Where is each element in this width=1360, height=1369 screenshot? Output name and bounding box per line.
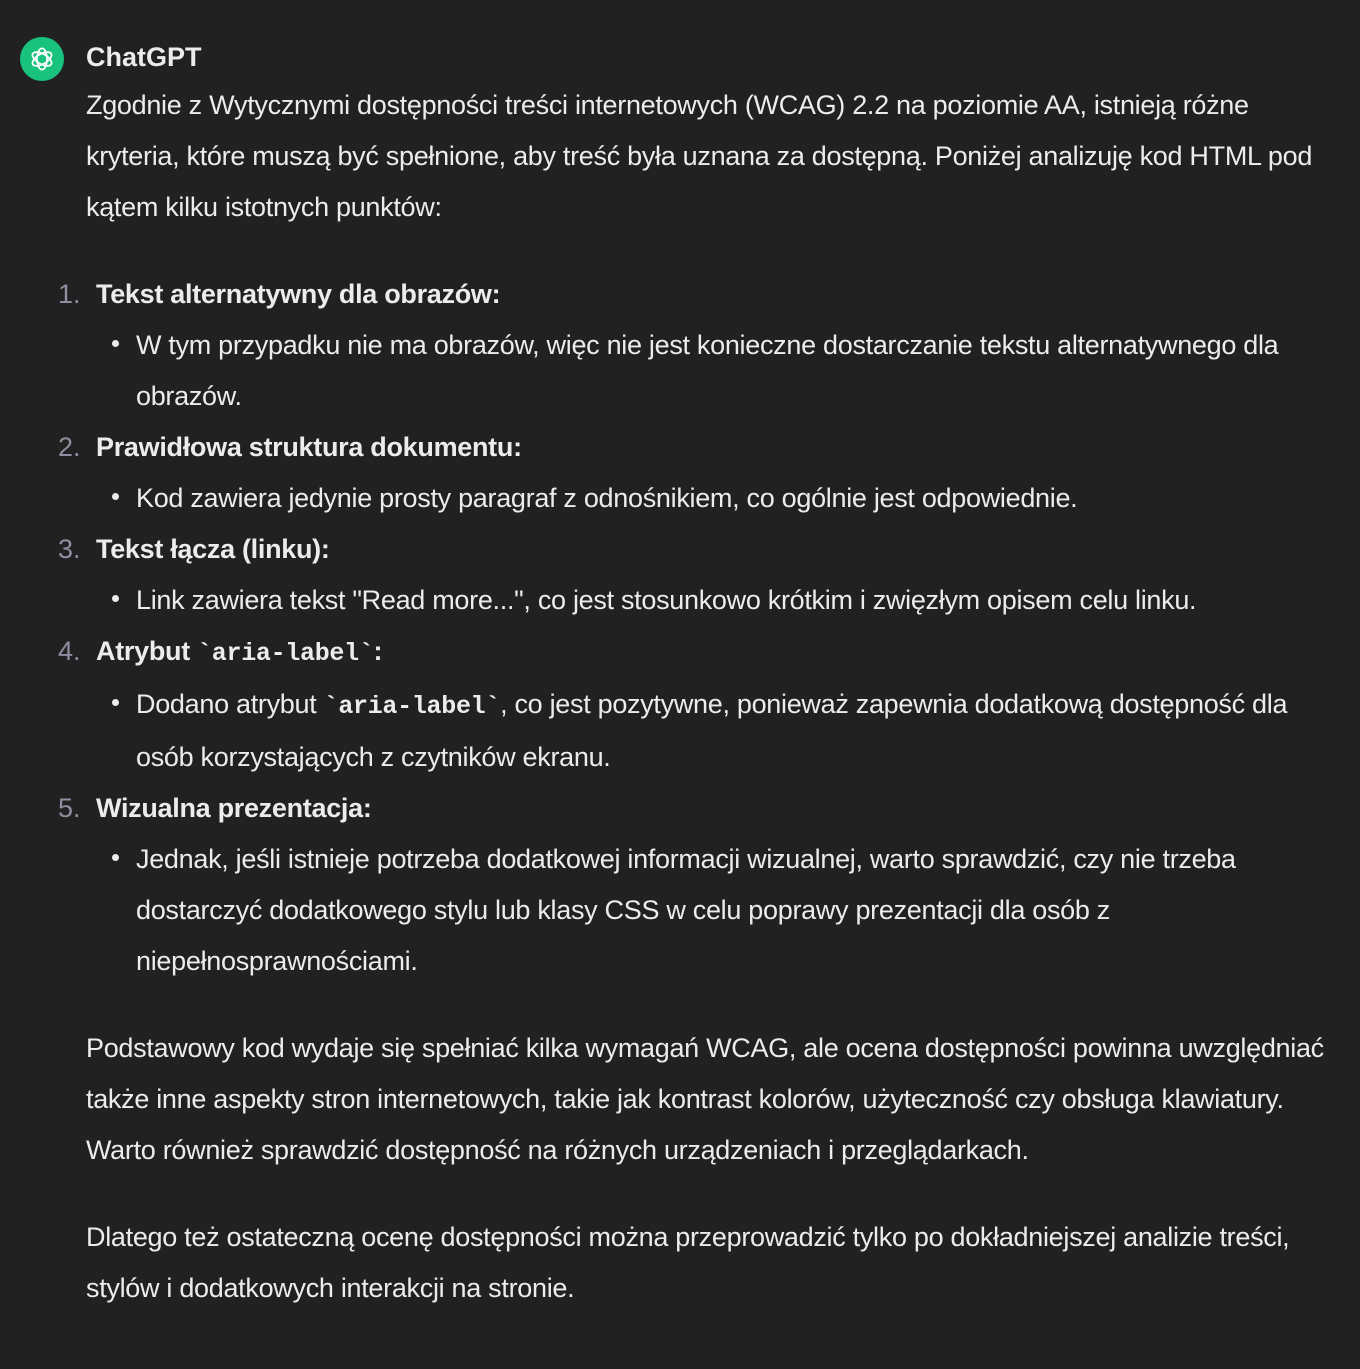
bullet-text: , co jest pozytywne, ponieważ zapewnia dodatkową dostępność dla osób korzystających z czytników ekranu. <box>136 689 1288 772</box>
title-text: Atrybut <box>96 636 198 666</box>
item-number: 2. <box>58 432 81 462</box>
item-number: 4. <box>58 636 81 666</box>
list-item <box>56 422 1340 524</box>
criteria-list <box>56 269 1340 987</box>
title-suffix: : <box>373 636 383 666</box>
conclusion-paragraph: Dlatego też ostateczną ocenę dostępności można przeprowadzić tylko po dokładniejszej analizie treści, stylów i dodatkowych interakcji na stronie. <box>86 1222 1290 1303</box>
item-bullet: Link zawiera tekst "Read more...", co jest stosunkowo krótkim i zwięzłym opisem celu linku. <box>136 575 1340 626</box>
item-number: 3. <box>58 534 81 564</box>
item-bullet <box>136 679 1340 783</box>
openai-logo-icon <box>27 44 57 74</box>
item-number: 5. <box>58 793 81 823</box>
author-name: ChatGPT <box>86 42 202 72</box>
item-bullet: W tym przypadku nie ma obrazów, więc nie jest konieczne dostarczanie tekstu alternatywnego dla obrazów. <box>136 320 1340 422</box>
bullet-text: Dodano atrybut <box>136 689 324 719</box>
item-number: 1. <box>58 279 81 309</box>
item-title: Tekst łącza (linku): <box>96 534 330 564</box>
list-item <box>56 269 1340 422</box>
item-bullet: Kod zawiera jedynie prosty paragraf z odnośnikiem, co ogólnie jest odpowiednie. <box>136 473 1340 524</box>
inline-code: `aria-label` <box>323 692 501 721</box>
item-title: Tekst alternatywny dla obrazów: <box>96 279 501 309</box>
list-item <box>56 783 1340 987</box>
intro-paragraph: Zgodnie z Wytycznymi dostępności treści internetowych (WCAG) 2.2 na poziomie AA, istnieją różne kryteria, które muszą być spełnione, aby treść była uznana za dostępną. Poniżej analizuję kod HTML pod kątem kilku istotnych punktów: <box>86 90 1313 222</box>
list-item <box>56 524 1340 626</box>
item-title <box>96 626 1340 679</box>
avatar <box>20 37 64 81</box>
summary-paragraph: Podstawowy kod wydaje się spełniać kilka wymagań WCAG, ale ocena dostępności powinna uwzględniać także inne aspekty stron internetowych, takie jak kontrast kolorów, użyteczność czy obsługa klawiatury. Warto również sprawdzić dostępność na różnych urządzeniach i przeglądarkach. <box>86 1033 1324 1165</box>
list-item <box>56 626 1340 783</box>
item-bullet: Jednak, jeśli istnieje potrzeba dodatkowej informacji wizualnej, warto sprawdzić, czy nie trzeba dostarczyć dodatkowego stylu lub klasy CSS w celu poprawy prezentacji dla osób z niepełnosprawnościami. <box>136 834 1340 987</box>
item-title: Wizualna prezentacja: <box>96 793 372 823</box>
item-title: Prawidłowa struktura dokumentu: <box>96 432 522 462</box>
inline-code: `aria-label` <box>197 639 374 668</box>
